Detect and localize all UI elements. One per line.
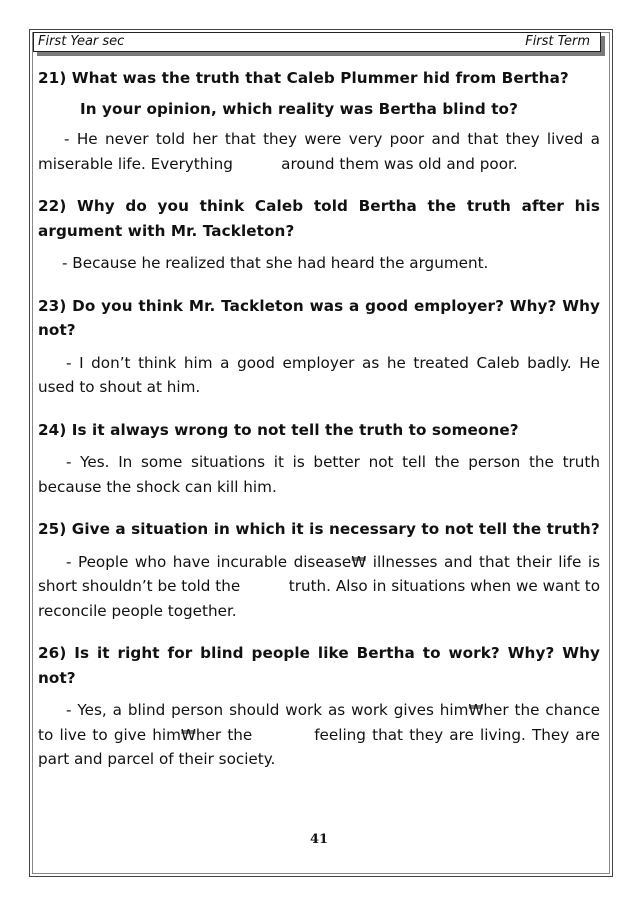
answer: - Yes, a blind person should work as work gives him₩her the chance to live to give him₩her the feeling that they are living. They are part and parcel of their society.: [38, 701, 605, 768]
qa-item-23: [38, 294, 600, 400]
qa-item-25: [38, 517, 605, 623]
question: 26) Is it right for blind people like Bertha to work? Why? Why not?: [38, 644, 600, 687]
header-right-text: First Term: [525, 34, 590, 49]
qa-item-26: [38, 641, 605, 772]
question: 25) Give a situation in which it is necessary to not tell the truth?: [38, 520, 600, 538]
header-left-text: First Year sec: [38, 34, 125, 49]
answer: - Because he realized that she had heard the argument.: [62, 254, 489, 272]
qa-item-22: [38, 194, 600, 276]
document-body: [38, 66, 605, 772]
question: 21) What was the truth that Caleb Plummer hid from Bertha?: [38, 69, 569, 87]
answer: - I don’t think him a good employer as he treated Caleb badly. He used to shout at him.: [38, 353, 600, 396]
question-continued: In your opinion, which reality was Bertha blind to?: [80, 99, 518, 118]
qa-item-21: [38, 66, 605, 176]
question: 23) Do you think Mr. Tackleton was a good employer? Why? Why not?: [38, 296, 600, 339]
page-number: 41: [309, 832, 329, 847]
running-header: [33, 32, 601, 52]
answer: - People who have incurable disease₩ illnesses and that their life is short shouldn’t be told the truth. Also in situations when we want to reconcile people together.: [38, 552, 605, 620]
question: 24) Is it always wrong to not tell the truth to someone?: [38, 420, 519, 439]
qa-item-24: [38, 418, 600, 500]
answer: - Yes. In some situations it is better not tell the person the truth because the shock can kill him.: [38, 453, 600, 496]
answer: - He never told her that they were very poor and that they lived a miserable life. Everything around them was old and poor.: [38, 130, 605, 173]
question: 22) Why do you think Caleb told Bertha the truth after his argument with Mr. Tackleton?: [38, 197, 600, 240]
